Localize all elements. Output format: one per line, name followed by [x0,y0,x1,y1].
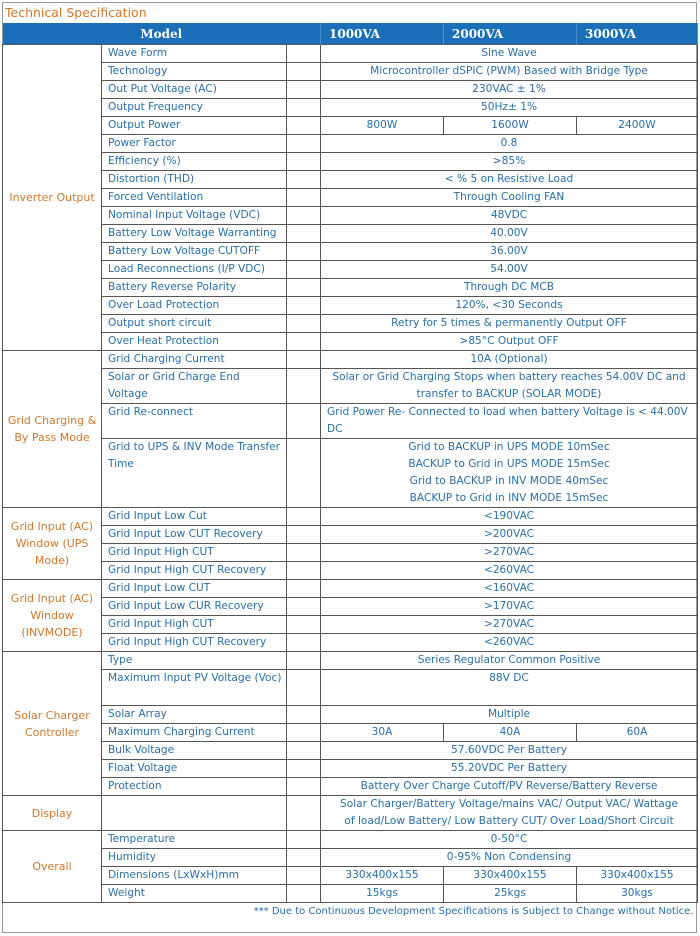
blank-cell [287,885,321,903]
table-row [3,652,698,670]
spec-value: >170VAC [321,598,698,616]
blank-cell [287,279,321,297]
model-value: 330x400x155 [577,867,698,885]
blank-cell [287,63,321,81]
table-row [3,171,698,189]
table-row [3,81,698,99]
table-row [3,831,698,849]
model-value: 40A [444,724,577,742]
blank-cell [287,652,321,670]
table-row [3,616,698,634]
spec-value: 48VDC [321,207,698,225]
blank-cell [287,225,321,243]
table-row [3,670,698,706]
table-row [3,867,698,885]
blank-cell [287,849,321,867]
table-row [3,526,698,544]
blank-cell [287,616,321,634]
model-value: 60A [577,724,698,742]
spec-value: 230VAC ± 1% [321,81,698,99]
param-label-empty [102,796,287,831]
param-label: Bulk Voltage [102,742,287,760]
spec-value: >270VAC [321,544,698,562]
table-row [3,778,698,796]
table-row [3,225,698,243]
blank-cell [287,598,321,616]
blank-cell [287,544,321,562]
param-label: Distortion (THD) [102,171,287,189]
spec-value: >85% [321,153,698,171]
table-row [3,297,698,315]
section-category: Grid Input (AC) Window (UPS Mode) [3,508,102,580]
spec-value: Sine Wave [321,45,698,63]
spec-value: Through DC MCB [321,279,698,297]
spec-value: 120%, <30 Seconds [321,297,698,315]
table-row [3,351,698,369]
blank-cell [287,351,321,369]
param-label: Output Power [102,117,287,135]
param-label: Maximum Charging Current [102,724,287,742]
table-row [3,508,698,526]
section-category: Grid Charging & By Pass Mode [3,351,102,508]
blank-cell [287,526,321,544]
table-row [3,598,698,616]
param-label: Grid Input High CUT [102,616,287,634]
param-label: Output short circuit [102,315,287,333]
param-label: Grid Input High CUT Recovery [102,562,287,580]
blank-cell [287,153,321,171]
param-label: Grid Input Low Cut [102,508,287,526]
display-value: Solar Charger/Battery Voltage/mains VAC/ Output VAC/ Wattage of load/Low Battery/ Low Battery CUT/ Over Load/Short Circuit [321,796,698,831]
blank-cell [287,81,321,99]
table-row [3,261,698,279]
blank-cell [287,189,321,207]
spec-value: 10A (Optional) [321,351,698,369]
spec-table-body [3,45,698,921]
param-label: Grid Re-connect [102,404,287,439]
param-label: Type [102,652,287,670]
param-label: Grid Input Low CUT Recovery [102,526,287,544]
blank-cell [287,760,321,778]
blank-cell [287,117,321,135]
spec-value [321,439,698,508]
table-row [3,796,698,831]
spec-value: Multiple [321,706,698,724]
table-row [3,760,698,778]
model-value: 330x400x155 [321,867,444,885]
footnote-row [3,903,698,921]
model-value: 800W [321,117,444,135]
param-label: Dimensions (LxWxH)mm [102,867,287,885]
param-label: Battery Reverse Polarity [102,279,287,297]
blank-cell [287,778,321,796]
table-row [3,117,698,135]
spec-value: Battery Over Charge Cutoff/PV Reverse/Battery Reverse [321,778,698,796]
model-header: Model [3,23,321,45]
blank-cell [287,706,321,724]
table-row [3,885,698,903]
section-category: Overall [3,831,102,903]
param-label: Wave Form [102,45,287,63]
spec-value: <260VAC [321,634,698,652]
model-2000va-header: 2000VA [444,23,577,45]
param-label: Weight [102,885,287,903]
section-category: Solar Charger Controller [3,652,102,796]
transfer-time-line: BACKUP to Grid in UPS MODE 15mSec [408,458,610,470]
spec-value: >200VAC [321,526,698,544]
table-row [3,369,698,404]
blank-cell [287,261,321,279]
param-label: Technology [102,63,287,81]
spec-value: Retry for 5 times & permanently Output OFF [321,315,698,333]
blank-cell [287,369,321,404]
spec-value: 50Hz± 1% [321,99,698,117]
blank-cell [287,508,321,526]
model-3000va-header: 3000VA [577,23,698,45]
table-row [3,189,698,207]
spec-value: 36.00V [321,243,698,261]
param-label: Temperature [102,831,287,849]
param-label: Power Factor [102,135,287,153]
spec-value: >270VAC [321,616,698,634]
model-value: 2400W [577,117,698,135]
transfer-time-line: BACKUP to Grid in INV MODE 15mSec [409,492,609,504]
table-row [3,135,698,153]
blank-cell [287,562,321,580]
spec-value: <160VAC [321,580,698,598]
blank-cell [287,333,321,351]
model-value: 1600W [444,117,577,135]
transfer-time-line: Grid to BACKUP in UPS MODE 10mSec [408,441,610,453]
param-label: Battery Low Voltage Warranting [102,225,287,243]
table-row [3,724,698,742]
spec-value: Through Cooling FAN [321,189,698,207]
table-row [3,315,698,333]
blank-cell [287,634,321,652]
blank-cell [287,207,321,225]
table-row [3,580,698,598]
spec-value: 0-50°C [321,831,698,849]
param-label: Float Voltage [102,760,287,778]
table-row [3,634,698,652]
param-label: Grid Charging Current [102,351,287,369]
table-row [3,99,698,117]
model-value: 25kgs [444,885,577,903]
param-label: Grid Input Low CUR Recovery [102,598,287,616]
table-row [3,45,698,63]
section-category: Display [3,796,102,831]
spec-value: 0-95% Non Condensing [321,849,698,867]
spec-value: Series Regulator Common Positive [321,652,698,670]
param-label: Solar or Grid Charge End Voltage [102,369,287,404]
table-row [3,63,698,81]
spec-table [2,23,698,920]
param-label: Maximum Input PV Voltage (Voc) [102,670,287,706]
blank-cell [287,670,321,706]
blank-cell [287,831,321,849]
table-row [3,562,698,580]
param-label: Humidity [102,849,287,867]
spec-value: 0.8 [321,135,698,153]
spec-value: Microcontroller dSPIC (PWM) Based with Bridge Type [321,63,698,81]
param-label: Forced Ventilation [102,189,287,207]
spec-value: 57.60VDC Per Battery [321,742,698,760]
table-row [3,706,698,724]
spec-value: Solar or Grid Charging Stops when battery reaches 54.00V DC and transfer to BACKUP (SOLAR MODE) [321,369,698,404]
spec-value: <260VAC [321,562,698,580]
table-row [3,333,698,351]
footnote: *** Due to Continuous Development Specifications is Subject to Change without Notice. [3,903,698,921]
spec-value: <190VAC [321,508,698,526]
model-1000va-header: 1000VA [321,23,444,45]
param-label: Grid to UPS & INV Mode Transfer Time [102,439,287,508]
table-header-row [3,23,698,45]
spec-value: 55.20VDC Per Battery [321,760,698,778]
table-row [3,742,698,760]
table-row [3,243,698,261]
model-value: 330x400x155 [444,867,577,885]
blank-cell [287,135,321,153]
spec-value: < % 5 on Resistive Load [321,171,698,189]
param-label: Grid Input High CUT [102,544,287,562]
blank-cell [287,315,321,333]
param-label: Nominal Input Voltage (VDC) [102,207,287,225]
param-label: Out Put Voltage (AC) [102,81,287,99]
spec-value: 54.00V [321,261,698,279]
table-row [3,439,698,508]
model-value: 30A [321,724,444,742]
blank-cell [287,297,321,315]
spec-value: 88V DC [321,670,698,706]
blank-cell [287,796,321,831]
blank-cell [287,243,321,261]
transfer-time-line: Grid to BACKUP in INV MODE 40mSec [409,475,609,487]
blank-cell [287,742,321,760]
param-label: Battery Low Voltage CUTOFF [102,243,287,261]
spec-value: Grid Power Re- Connected to load when battery Voltage is < 44.00V DC [321,404,698,439]
section-category: Inverter Output [3,45,102,351]
blank-cell [287,45,321,63]
table-row [3,849,698,867]
model-value: 15kgs [321,885,444,903]
table-row [3,153,698,171]
param-label: Grid Input High CUT Recovery [102,634,287,652]
table-row [3,544,698,562]
section-category: Grid Input (AC) Window (INVMODE) [3,580,102,652]
param-label: Grid Input Low CUT [102,580,287,598]
table-row [3,404,698,439]
param-label: Protection [102,778,287,796]
param-label: Over Heat Protection [102,333,287,351]
page-title: Technical Specification [5,5,147,20]
spec-value: 40.00V [321,225,698,243]
param-label: Output Frequency [102,99,287,117]
blank-cell [287,439,321,508]
blank-cell [287,867,321,885]
blank-cell [287,99,321,117]
blank-cell [287,724,321,742]
param-label: Efficiency (%) [102,153,287,171]
spec-value: >85°C Output OFF [321,333,698,351]
blank-cell [287,580,321,598]
param-label: Over Load Protection [102,297,287,315]
blank-cell [287,171,321,189]
table-row [3,207,698,225]
blank-cell [287,404,321,439]
table-row [3,279,698,297]
param-label: Solar Array [102,706,287,724]
param-label: Load Reconnections (I/P VDC) [102,261,287,279]
model-value: 30kgs [577,885,698,903]
